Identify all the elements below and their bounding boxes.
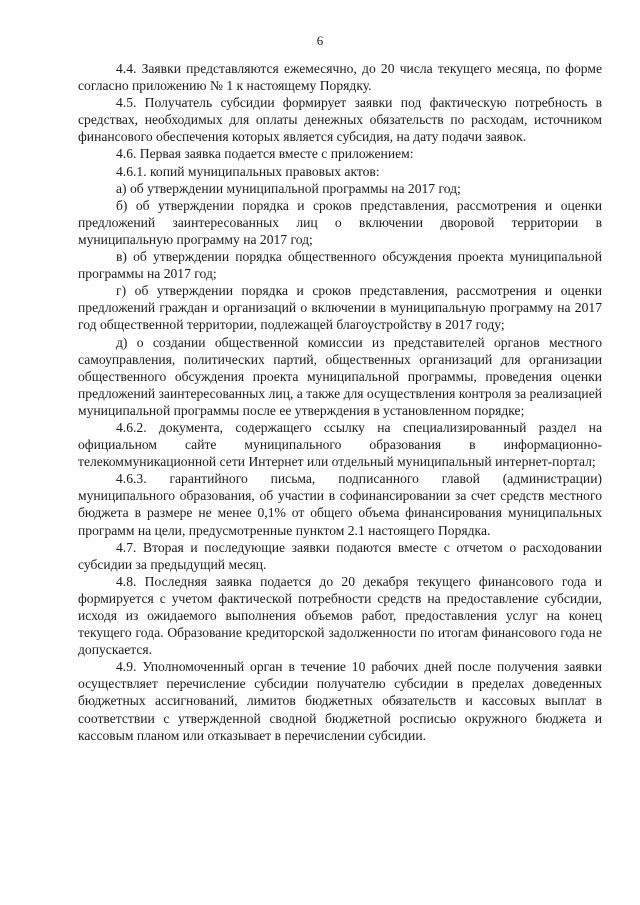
- list-item-g: г) об утверждении порядка и сроков представления, рассмотрения и оценки предложений граждан и организаций о включении в муниципальную программу на 2017 год общественной территории, подлежащей благоустройству в 2017 году;: [78, 283, 602, 333]
- paragraph-4-6-3: 4.6.3. гарантийного письма, подписанного главой (администрации) муниципального образования, об участии в софинансировании за счет средств местного бюджета в размере не менее 0,1% от общего объема финансирования муниципальных программ на цели, предусмотренные пунктом 2.1 настоящего Порядка.: [78, 471, 602, 538]
- list-item-b: б) об утверждении порядка и сроков представления, рассмотрения и оценки предложений заинтересованных лиц о включении дворовой территории в муниципальную программу на 2017 год;: [78, 197, 602, 247]
- paragraph-4-6-2: 4.6.2. документа, содержащего ссылку на специализированный раздел на официальном сайте муниципального образования в информационно-телекоммуникационной сети Интернет или отдельный муниципальный интернет-портал;: [78, 419, 602, 470]
- document-body: [78, 60, 602, 744]
- paragraph-4-7: 4.7. Вторая и последующие заявки подаются вместе с отчетом о расходовании субсидии за предыдущий месяц.: [78, 539, 602, 572]
- page-number: 6: [316, 33, 324, 48]
- paragraph-4-6: 4.6. Первая заявка подается вместе с приложением:: [116, 146, 414, 162]
- paragraph-4-4: 4.4. Заявки представляются ежемесячно, до 20 числа текущего месяца, по форме согласно приложению № 1 к настоящему Порядку.: [78, 61, 602, 94]
- list-item-v: в) об утверждении порядка общественного обсуждения проекта муниципальной программы на 2017 год;: [78, 249, 602, 282]
- list-item-d: д) о создании общественной комиссии из представителей органов местного самоуправления, политических партий, общественных организаций для организации общественного обсуждения проекта муниципальной программы, проведения оценки предложений заинтересованных лиц, а также для осуществления контроля за реализацией муниципальной программы после ее утверждения в установленном порядке;: [78, 334, 603, 418]
- list-item-a: а) об утверждении муниципальной программы на 2017 год;: [116, 180, 461, 196]
- paragraph-4-9: 4.9. Уполномоченный орган в течение 10 рабочих дней после получения заявки осуществляет перечисление субсидии получателю субсидии в пределах доведенных бюджетных ассигнований, лимитов бюджетных обязательств и кассовых выплат в соответствии с утвержденной сводной бюджетной росписью окружного бюджета и кассовым планом или отказывает в перечислении субсидии.: [78, 659, 602, 743]
- paragraph-4-6-1: 4.6.1. копий муниципальных правовых актов:: [116, 163, 380, 179]
- paragraph-4-5: 4.5. Получатель субсидии формирует заявки под фактическую потребность в средствах, необходимых для оплаты денежных обязательств по расходам, источником финансового обеспечения которых является субсидия, на дату подачи заявок.: [78, 95, 602, 145]
- paragraph-4-8: 4.8. Последняя заявка подается до 20 декабря текущего финансового года и формируется с учетом фактической потребности средств на предоставление субсидии, исходя из ожидаемого выполнения объемов работ, предоставления услуг на конец текущего года. Образование кредиторской задолженности по итогам финансового года не допускается.: [78, 573, 602, 658]
